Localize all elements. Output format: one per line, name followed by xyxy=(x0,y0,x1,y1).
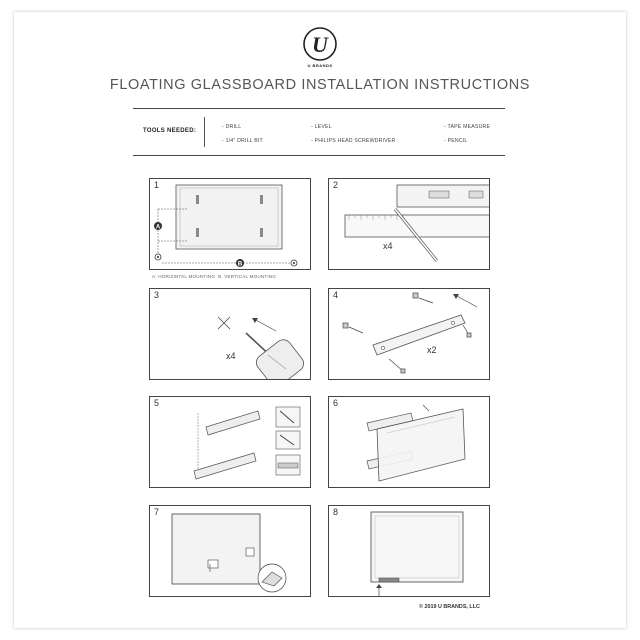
step-7-illustration xyxy=(150,506,311,597)
caption-vertical: B. VERTICAL MOUNTING xyxy=(218,274,277,279)
step-5-panel xyxy=(149,396,311,488)
brand-name: U BRANDS xyxy=(307,63,333,68)
step-6-illustration xyxy=(329,397,490,488)
step-1-illustration xyxy=(150,179,311,270)
step-6-number: 6 xyxy=(333,398,339,408)
copyright-text: © 2019 U BRANDS, LLC xyxy=(419,604,480,610)
step-3-multiplier: x4 xyxy=(226,351,236,361)
step-2-illustration xyxy=(329,179,490,270)
mounting-caption xyxy=(152,274,276,279)
step-3-number: 3 xyxy=(154,290,160,300)
step-8-panel xyxy=(328,505,490,597)
step-3-illustration xyxy=(150,289,311,380)
step-7-panel xyxy=(149,505,311,597)
step-6-panel xyxy=(328,396,490,488)
tools-separator xyxy=(204,117,205,147)
step-4-multiplier: x2 xyxy=(427,345,437,355)
step-4-number: 4 xyxy=(333,290,339,300)
step-8-illustration xyxy=(329,506,490,597)
step-3-panel xyxy=(149,288,311,380)
logo-letter: U xyxy=(312,32,328,57)
step-2-number: 2 xyxy=(333,180,339,190)
instruction-sheet xyxy=(14,12,626,628)
divider-top xyxy=(133,108,505,109)
divider-bottom xyxy=(133,155,505,156)
tools-needed-label: TOOLS NEEDED: xyxy=(143,128,197,134)
tool-pencil: - PENCIL xyxy=(444,138,468,144)
tool-level: - LEVEL xyxy=(311,124,332,130)
page-title: FLOATING GLASSBOARD INSTALLATION INSTRUCTIONS xyxy=(109,77,531,93)
step-8-number: 8 xyxy=(333,507,339,517)
tool-drill: - DRILL xyxy=(222,124,242,130)
step-5-number: 5 xyxy=(154,398,160,408)
caption-horizontal: A. HORIZINTAL MOUNTING xyxy=(152,274,216,279)
step-1-number: 1 xyxy=(154,180,160,190)
step-2-multiplier: x4 xyxy=(383,241,393,251)
step-4-illustration xyxy=(329,289,490,380)
tool-screwdriver: - PHILIPS HEAD SCREWDRIVER xyxy=(311,138,396,144)
mark-a: A xyxy=(155,224,161,231)
step-7-number: 7 xyxy=(154,507,160,517)
step-2-panel xyxy=(328,178,490,270)
step-1-panel xyxy=(149,178,311,270)
step-5-illustration xyxy=(150,397,311,488)
mark-b: B xyxy=(237,261,243,268)
u-brands-logo-icon xyxy=(302,26,338,62)
step-4-panel xyxy=(328,288,490,380)
tool-tape-measure: - TAPE MEASURE xyxy=(444,124,491,130)
tool-drill-bit: - 1/4" DRILL BIT xyxy=(222,138,263,144)
